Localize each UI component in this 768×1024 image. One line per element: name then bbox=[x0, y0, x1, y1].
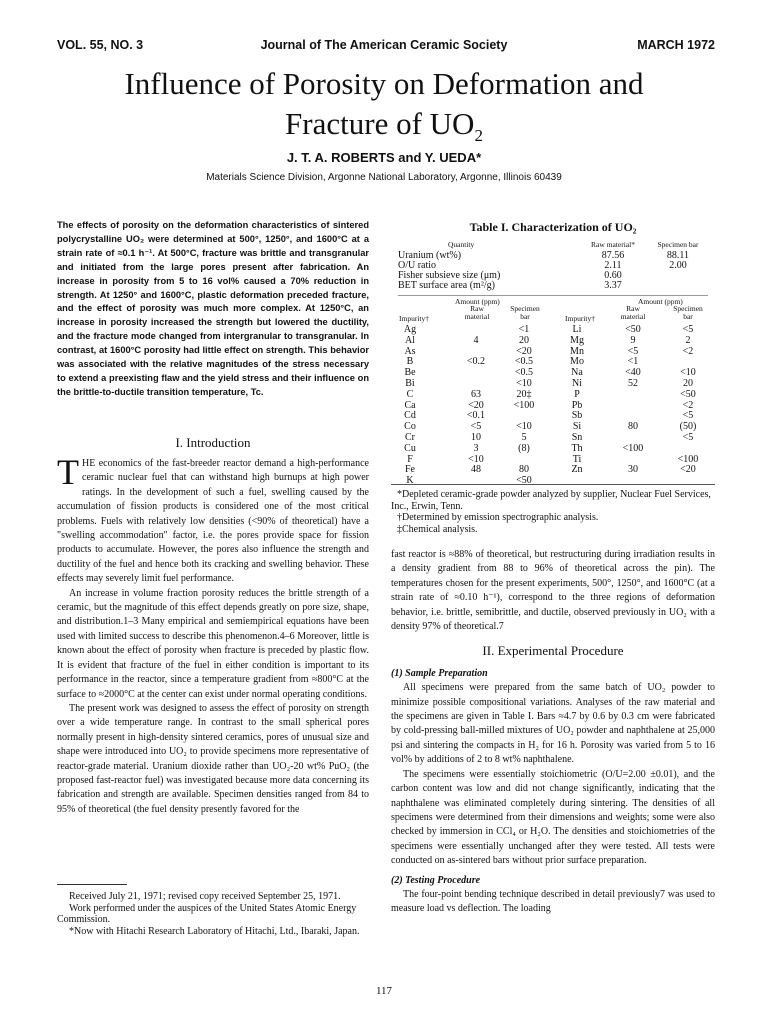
section-heading-introduction: I. Introduction bbox=[175, 435, 251, 450]
impurity-row bbox=[398, 390, 548, 401]
property-spec-value: 2.00 bbox=[669, 260, 687, 271]
impurity-raw-value: <5 bbox=[470, 421, 482, 433]
impurity-raw-value: 63 bbox=[471, 388, 481, 400]
impurity-raw-value: <20 bbox=[468, 399, 484, 411]
impurity-raw-value: <50 bbox=[625, 324, 641, 335]
abstract: The effects of porosity on the deformation characteristics of sintered polycrystalline UO₂ were determined at 500°, 1250°, and 1600°C at a strain rate of ≈0.1 h⁻¹. At 500°C, fracture was brittle and transgranular and initiated from the large pores present after fabrication. An increase in porosity from 5 to 16 vol% caused a 70% reduction in strength. At 1250° and 1600°C, plastic deformation preceded fracture, and the effect of porosity was much more complex. At 1250°C, an increase in porosity increased the strength but lowered the ductility, and the fracture mode changed from intergranular to transgranular. In contrast, at 1600°C porosity had little effect on strength. This behavior was associated with the relative magnitudes of the stress necessary to extend a preexisting flaw and the yield stress and their influence on the brittle-to-ductile transition temperature, Tc. bbox=[57, 220, 369, 397]
intro-paragraph-3: The present work was designed to assess the effect of porosity on strength over a wide temperature range. In contrast to the small spherical pores normally present in high-density sintered ceramics, pores of unusual size and shape were introduced into UO₂ to provide specimens more representative of reactor-grade material. Uranium dioxide rather than UO₂-20 wt% PuO₂ (the proposed fast-reactor fuel) was investigated because more data concerning its fabrication and strength are available. Specimen densities ranged from 84 to 95% of theoretical (the fuel density presently favored for the bbox=[57, 702, 369, 815]
impurity-raw-value: <5 bbox=[627, 345, 639, 357]
impurity-spec-value: <2 bbox=[682, 399, 694, 411]
drop-cap: T bbox=[57, 452, 79, 492]
impurity-row bbox=[565, 347, 715, 358]
impurity-row bbox=[565, 444, 715, 455]
impurity-spec-value: 5 bbox=[521, 431, 527, 443]
impurity-element: B bbox=[406, 356, 414, 368]
property-label: O/U ratio bbox=[398, 260, 437, 271]
impurity-element: P bbox=[574, 388, 580, 400]
impurity-row bbox=[565, 336, 715, 347]
impurity-raw-value: 4 bbox=[473, 334, 479, 346]
table-footnote-3: ‡Chemical analysis. bbox=[397, 523, 478, 535]
impurity-raw-value: 9 bbox=[630, 334, 636, 346]
impurity-element: Zn bbox=[571, 464, 583, 476]
impurity-element: Fe bbox=[405, 464, 415, 476]
footnote-received: Received July 21, 1971; revised copy received September 25, 1971. bbox=[69, 891, 341, 902]
property-label: Uranium (wt%) bbox=[398, 250, 462, 261]
table-divider bbox=[398, 295, 708, 296]
impurity-table-right bbox=[565, 325, 715, 476]
impurity-element: Mn bbox=[570, 345, 584, 357]
impurity-element: Co bbox=[404, 421, 416, 433]
impurity-element: Cu bbox=[404, 442, 416, 454]
amount-header-left: Amount (ppm) bbox=[455, 297, 500, 306]
impurity-element: Sb bbox=[571, 410, 583, 422]
impurity-row bbox=[398, 444, 548, 455]
property-raw-value: 87.56 bbox=[601, 250, 625, 261]
right-column-body bbox=[391, 548, 715, 917]
impurity-raw-value: <0.1 bbox=[466, 410, 486, 422]
impurity-spec-value: 20 bbox=[683, 377, 693, 389]
impurity-raw-value: 52 bbox=[628, 377, 638, 389]
impurity-raw-value: <100 bbox=[622, 442, 644, 454]
impurity-element: Be bbox=[404, 367, 416, 379]
impurity-element: Ca bbox=[404, 399, 416, 411]
spec-header: Specimen bar bbox=[657, 240, 699, 249]
impurity-spec-value: <50 bbox=[516, 475, 532, 487]
issue-date: MARCH 1972 bbox=[637, 38, 715, 52]
title-line-2: Fracture of $UO_2$ bbox=[285, 106, 483, 146]
impurity-element: F bbox=[407, 453, 413, 465]
impurity-spec-value: <5 bbox=[682, 431, 694, 443]
raw-material-header-left: Raw material bbox=[464, 304, 490, 321]
table-properties bbox=[398, 240, 708, 291]
impurity-spec-value: <10 bbox=[516, 377, 532, 389]
specimen-header-left: Specimen bar bbox=[510, 304, 540, 321]
table-footnotes bbox=[391, 489, 715, 535]
impurity-spec-value: 20 bbox=[519, 334, 529, 346]
impurity-header-left: Impurity† bbox=[399, 314, 429, 323]
impurity-spec-value: <10 bbox=[516, 421, 532, 433]
impurity-raw-value: <1 bbox=[627, 356, 639, 368]
impurity-element: K bbox=[406, 475, 414, 487]
impurity-spec-value: 20‡ bbox=[516, 388, 532, 400]
impurity-raw-value: <0.2 bbox=[466, 356, 486, 368]
page-number: 117 bbox=[375, 985, 393, 997]
table-bottom-rule bbox=[391, 484, 715, 485]
impurity-element: Bi bbox=[405, 377, 415, 389]
intro-paragraph-2: An increase in volume fraction porosity reduces the brittle strength of a ceramic, but the magnitude of this effect depends greatly on pore size, shape, and distribution.1–3 Many empirical and semiempirical equations have been used with limited success to describe this phenomenon.4–6 Moreover, little is known about the effect of porosity when fracture is preceded by plastic flow. It is evident that fracture of the fuel in either condition is important to its performance in the reactor, since a temperature gradient from ≈800°C at the surface to ≈2000°C at the center can exist under normal operating conditions. bbox=[57, 587, 369, 700]
impurity-element: Sn bbox=[571, 431, 583, 443]
impurity-element: As bbox=[404, 345, 416, 357]
intro-paragraph-1: THE economics of the fast-breeder reactor demand a high-performance ceramic nuclear fuel that can withstand high burnups at high power ratings. In the development of such a fuel, swelling caused by the accumulation of fission products is considered one of the most critical problems. Fuels with relatively low densities (<90% of theoretical) have a "swelling accommodation" factor, i.e. the pores provide space for fission products to accumulate. However, the pores also influence the strength and ductility of the fuel and hence both its cracking and swelling behavior. These effects may severely limit fuel performance. bbox=[57, 452, 369, 585]
raw-material-header-right: Raw material bbox=[620, 304, 646, 321]
impurity-row bbox=[398, 336, 548, 347]
footnote-work: Work performed under the auspices of the United States Atomic Energy Commission. bbox=[57, 902, 357, 925]
impurity-element: Ni bbox=[572, 377, 582, 389]
title-subscript: 2 bbox=[474, 126, 483, 146]
section-heading-experimental: II. Experimental Procedure bbox=[482, 643, 624, 659]
impurity-element: Mg bbox=[570, 334, 584, 346]
impurity-row bbox=[398, 476, 548, 487]
impurity-row bbox=[565, 325, 715, 336]
introduction-body bbox=[57, 452, 369, 817]
impurity-element: Na bbox=[571, 367, 583, 379]
authors: J. T. A. ROBERTS and Y. UEDA* bbox=[286, 150, 482, 165]
impurity-spec-value: <0.5 bbox=[514, 367, 534, 379]
impurity-raw-value: <10 bbox=[468, 453, 484, 465]
property-label: Fisher subsieve size (μm) bbox=[398, 270, 501, 281]
quantity-header: Quantity bbox=[448, 240, 475, 249]
impurity-element: Pb bbox=[571, 399, 583, 411]
impurity-element: Mo bbox=[570, 356, 584, 368]
impurity-spec-value: <100 bbox=[513, 399, 535, 411]
table-footnote-1: *Depleted ceramic-grade powder analyzed by supplier, Nuclear Fuel Services, Inc., Erwin, Tenn. bbox=[391, 489, 711, 512]
impurity-raw-value: 80 bbox=[628, 421, 638, 433]
impurity-element: Ti bbox=[572, 453, 582, 465]
property-raw-value: 3.37 bbox=[604, 280, 622, 291]
impurity-spec-value: <5 bbox=[682, 324, 694, 335]
impurity-element: Ag bbox=[403, 324, 417, 335]
impurity-element: C bbox=[406, 388, 414, 400]
impurity-spec-value: <20 bbox=[516, 345, 532, 357]
continued-paragraph: fast reactor is ≈88% of theoretical, but restructuring during irradiation results in a density gradient from 88 to 96% of theoretical across the pin). The temperatures chosen for the present experiments, 500°, 1250°, and 1600°C (at a strain rate of ≈0.10 h⁻¹), correspond to the three regions of deformation behavior, i.e. brittle, semibrittle, and ductile, observed previously in UO₂ with a density 97% of theoretical.7 bbox=[391, 549, 715, 633]
impurity-raw-value: 3 bbox=[473, 442, 479, 454]
specimen-header-right: Specimen bar bbox=[673, 304, 703, 321]
property-raw-value: 2.11 bbox=[604, 260, 622, 271]
impurity-element: Cr bbox=[405, 431, 415, 443]
property-row bbox=[398, 281, 708, 291]
property-raw-value: 0.60 bbox=[604, 270, 622, 281]
impurity-element: Si bbox=[572, 421, 582, 433]
impurity-spec-value: <0.5 bbox=[514, 356, 534, 368]
impurity-element: Cd bbox=[404, 410, 416, 422]
impurity-spec-value: (8) bbox=[518, 442, 530, 454]
experimental-paragraph-1: All specimens were prepared from the same batch of UO₂ powder to minimize possible compositional variations. Analyses of the raw material and the specimens are given in Table I. Bars ≈4.7 by 0.6 by 0.3 cm were fabricated by cold-pressing ball-milled mixtures of UO₂ powder and naphthalene at 25,000 psi and sintering the compacts in H₂ for 16 h. Porosity was varied from 5 to 16 vol% by additions of 2 to 8 wt% naphthalene. bbox=[391, 682, 715, 766]
property-row bbox=[398, 251, 708, 261]
impurity-spec-value: <20 bbox=[680, 464, 696, 476]
impurity-raw-value: 48 bbox=[471, 464, 481, 476]
impurity-raw-value: 10 bbox=[471, 431, 481, 443]
impurity-spec-value: 2 bbox=[685, 334, 691, 346]
impurity-spec-value: <10 bbox=[680, 367, 696, 379]
affiliation: Materials Science Division, Argonne National Laboratory, Argonne, Illinois 60439 bbox=[206, 172, 562, 183]
raw-header: Raw material* bbox=[591, 240, 635, 249]
impurity-header-right: Impurity† bbox=[565, 314, 595, 323]
footnote-rule bbox=[57, 884, 127, 885]
table-caption: Table I. Characterization of UO₂ bbox=[469, 220, 637, 234]
impurity-raw-value: 30 bbox=[628, 464, 638, 476]
property-label: BET surface area (m²/g) bbox=[398, 280, 495, 291]
impurity-spec-value: <2 bbox=[682, 345, 694, 357]
impurity-spec-value: <50 bbox=[680, 388, 696, 400]
impurity-spec-value: <100 bbox=[677, 453, 699, 465]
impurity-spec-value: <1 bbox=[518, 324, 530, 335]
journal-name: Journal of The American Ceramic Society bbox=[260, 38, 508, 52]
impurity-raw-value: <40 bbox=[625, 367, 641, 379]
impurity-table-left bbox=[398, 325, 548, 487]
impurity-row bbox=[565, 390, 715, 401]
table-footnote-2: †Determined by emission spectrographic analysis. bbox=[397, 512, 599, 523]
footnotes bbox=[57, 891, 369, 937]
subsection-testing-procedure: (2) Testing Procedure bbox=[391, 874, 481, 886]
footnote-affiliation: *Now with Hitachi Research Laboratory of Hitachi, Ltd., Ibaraki, Japan. bbox=[69, 925, 360, 937]
experimental-paragraph-2: The specimens were essentially stoichiometric (O/U=2.00 ±0.01), and the carbon content was low and did not change significantly, indicating that the naphthalene was eliminated completely during sintering. The densities of all specimens were determined from their dimensions and weights; some were also checked by immersion in CCl₄ or H₂O. The densities and stoichiometries of the specimens were essentially unchanged after they were tested. All tests were conducted on as-sintered bars without prior surface preparation. bbox=[391, 768, 715, 867]
subsection-sample-preparation: (1) Sample Preparation bbox=[391, 667, 488, 679]
amount-header-right: Amount (ppm) bbox=[638, 297, 683, 306]
experimental-paragraph-3: The four-point bending technique described in detail previously7 was used to measure load vs deflection. The loading bbox=[391, 888, 715, 915]
impurity-row bbox=[565, 465, 715, 476]
impurity-spec-value: (50) bbox=[679, 421, 697, 433]
impurity-spec-value: <5 bbox=[682, 410, 694, 422]
impurity-element: Al bbox=[405, 334, 415, 346]
volume-issue: VOL. 55, NO. 3 bbox=[57, 38, 144, 52]
impurity-spec-value: 80 bbox=[519, 464, 529, 476]
impurity-element: Th bbox=[571, 442, 583, 454]
property-spec-value: 88.11 bbox=[666, 250, 690, 261]
title-line-1: Influence of Porosity on Deformation and bbox=[124, 66, 644, 101]
impurity-element: Li bbox=[572, 324, 582, 335]
